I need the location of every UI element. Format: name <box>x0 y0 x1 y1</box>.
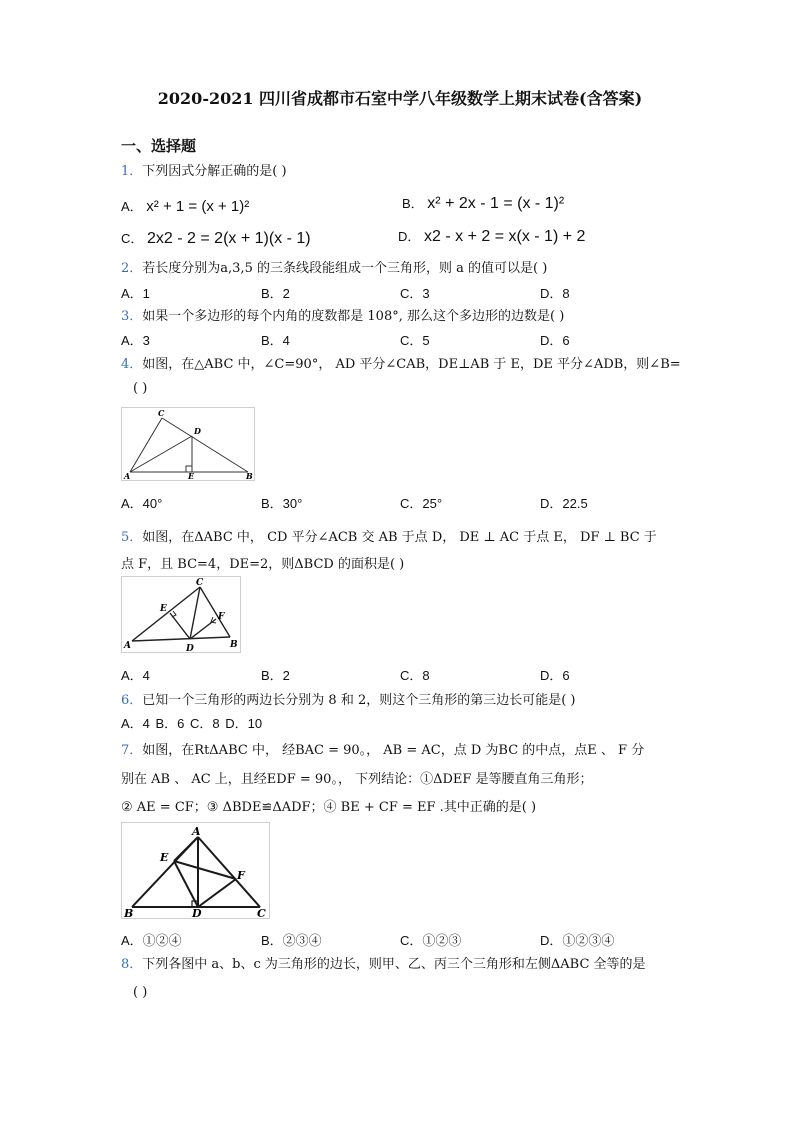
question-3: 3．如果一个多边形的每个内角的度数都是 108°, 那么这个多边形的边数是( ) <box>121 309 565 324</box>
q3-option-a: A．3 <box>121 333 150 348</box>
q2-option-b: B．2 <box>261 286 290 301</box>
question-7-line2: 别在 AB 、 AC 上，且经EDF = 90。， 下列结论：①ΔDEF 是等腰直角三角形； <box>121 772 593 787</box>
q1-option-a: A． x² + 1 = (x + 1)² <box>121 198 250 215</box>
q4-option-b: B．30° <box>261 496 303 511</box>
q2-option-c: C．3 <box>400 286 430 301</box>
figure-q5-triangle <box>121 576 241 653</box>
figure-label-b: B <box>124 907 134 918</box>
figure-label-f: F <box>237 869 245 882</box>
q3-option-b: B．4 <box>261 333 290 348</box>
question-5: 5．如图，在ΔABC 中， CD 平分∠ACB 交 AB 于点 D， DE ⊥ AC 于点 E， DF ⊥ BC 于 <box>121 530 657 545</box>
question-7: 7．如图，在RtΔABC 中， 经BAC = 90。， AB = AC，点 D 为BC 的中点，点E 、 F 分 <box>121 743 645 758</box>
q7-option-a: A．①②④ <box>121 933 182 948</box>
figure-label-a: A <box>124 471 131 480</box>
q3-option-c: C．5 <box>400 333 430 348</box>
question-8: 8．下列各图中 a、b、c 为三角形的边长，则甲、乙、丙三个三角形和左侧ΔABC 全等的是 <box>121 957 646 972</box>
q3-option-d: D．6 <box>540 333 570 348</box>
q7-option-c: C．①②③ <box>400 933 462 948</box>
q4-option-a: A．40° <box>121 496 163 511</box>
q4-option-d: D．22.5 <box>540 496 588 511</box>
q6-options: A．4 B．6 C．8 D．10 <box>121 716 263 731</box>
question-6: 6．已知一个三角形的两边长分别为 8 和 2，则这个三角形的第三边长可能是( ) <box>121 693 576 708</box>
figure-label-d: D <box>194 426 201 436</box>
figure-label-d: D <box>186 644 194 652</box>
question-text: 如果一个多边形的每个内角的度数都是 108°, 那么这个多边形的边数是( ) <box>142 309 565 324</box>
question-4: 4．如图，在△ABC 中，∠C=90°， AD 平分∠CAB，DE⊥AB 于 E，DE 平分∠ADB，则∠B= <box>121 357 681 372</box>
question-7-line3: ② AE = CF；③ ΔBDE≌ΔADF；④ BE + CF = EF .其中正确的是( ) <box>121 800 537 815</box>
figure-label-e: E <box>160 851 169 864</box>
q5-option-d: D．6 <box>540 668 570 683</box>
figure-label-b: B <box>246 471 253 480</box>
figure-label-f: F <box>218 612 225 622</box>
q1-option-d-expr: x2 - x + 2 = x(x - 1) + 2 <box>424 228 586 245</box>
q1-option-d: D． x2 - x + 2 = x(x - 1) + 2 <box>398 228 586 245</box>
q1-option-c: C． 2x2 - 2 = 2(x + 1)(x - 1) <box>121 230 311 247</box>
figure-label-d: D <box>192 907 202 918</box>
question-text: 如图，在ΔABC 中， CD 平分∠ACB 交 AB 于点 D， DE ⊥ AC 于点 E， DF ⊥ BC 于 <box>142 530 657 545</box>
question-text: 已知一个三角形的两边长分别为 8 和 2，则这个三角形的第三边长可能是( ) <box>142 693 576 708</box>
figure-label-c: C <box>196 578 204 588</box>
q4-option-c: C．25° <box>400 496 443 511</box>
q5-option-a: A．4 <box>121 668 150 683</box>
question-text: 如图，在RtΔABC 中， 经BAC = 90。， AB = AC，点 D 为BC 的中点，点E 、 F 分 <box>142 743 645 758</box>
q1-option-a-expr: x² + 1 = (x + 1)² <box>146 198 250 215</box>
question-1 <box>121 160 287 179</box>
q2-option-a: A．1 <box>121 286 150 301</box>
figure-label-a: A <box>192 825 201 838</box>
q5-option-b: B．2 <box>261 668 290 683</box>
q7-option-b: B．②③④ <box>261 933 322 948</box>
figure-label-e: E <box>160 604 167 614</box>
figure-label-a: A <box>124 641 131 651</box>
q7-option-d: D．①②③④ <box>540 933 615 948</box>
section-heading: 一、选择题 <box>121 137 197 155</box>
figure-q7-triangle <box>121 822 270 919</box>
question-4-blank: ( ) <box>133 381 148 396</box>
q1-option-c-expr: 2x2 - 2 = 2(x + 1)(x - 1) <box>147 230 311 247</box>
question-8-blank: ( ) <box>133 985 148 1000</box>
question-text: 下列各图中 a、b、c 为三角形的边长，则甲、乙、丙三个三角形和左侧ΔABC 全等的是 <box>142 957 646 972</box>
figure-label-c: C <box>158 408 165 418</box>
page-title: 2020-2021 四川省成都市石室中学八年级数学上期末试卷(含答案) <box>157 89 643 108</box>
q1-option-b-expr: x² + 2x - 1 = (x - 1)² <box>427 195 565 212</box>
q1-option-b: B． x² + 2x - 1 = (x - 1)² <box>402 195 565 212</box>
q2-option-d: D．8 <box>540 286 570 301</box>
question-text: 如图，在△ABC 中，∠C=90°， AD 平分∠CAB，DE⊥AB 于 E，DE 平分∠ADB，则∠B= <box>142 357 681 372</box>
figure-label-e: E <box>188 471 195 480</box>
question-text: 若长度分别为a,3,5 的三条线段能组成一个三角形，则 a 的值可以是( ) <box>142 261 548 276</box>
q5-option-c: C．8 <box>400 668 430 683</box>
figure-q4-triangle <box>121 407 255 481</box>
question-2: 2．若长度分别为a,3,5 的三条线段能组成一个三角形，则 a 的值可以是( ) <box>121 261 548 276</box>
question-5-cont: 点 F，且 BC=4，DE=2，则ΔBCD 的面积是( ) <box>121 557 405 572</box>
question-number: 1． <box>121 164 143 179</box>
figure-label-c: C <box>257 907 266 918</box>
question-text: 下列因式分解正确的是( ) <box>142 164 287 179</box>
figure-label-b: B <box>230 640 238 650</box>
